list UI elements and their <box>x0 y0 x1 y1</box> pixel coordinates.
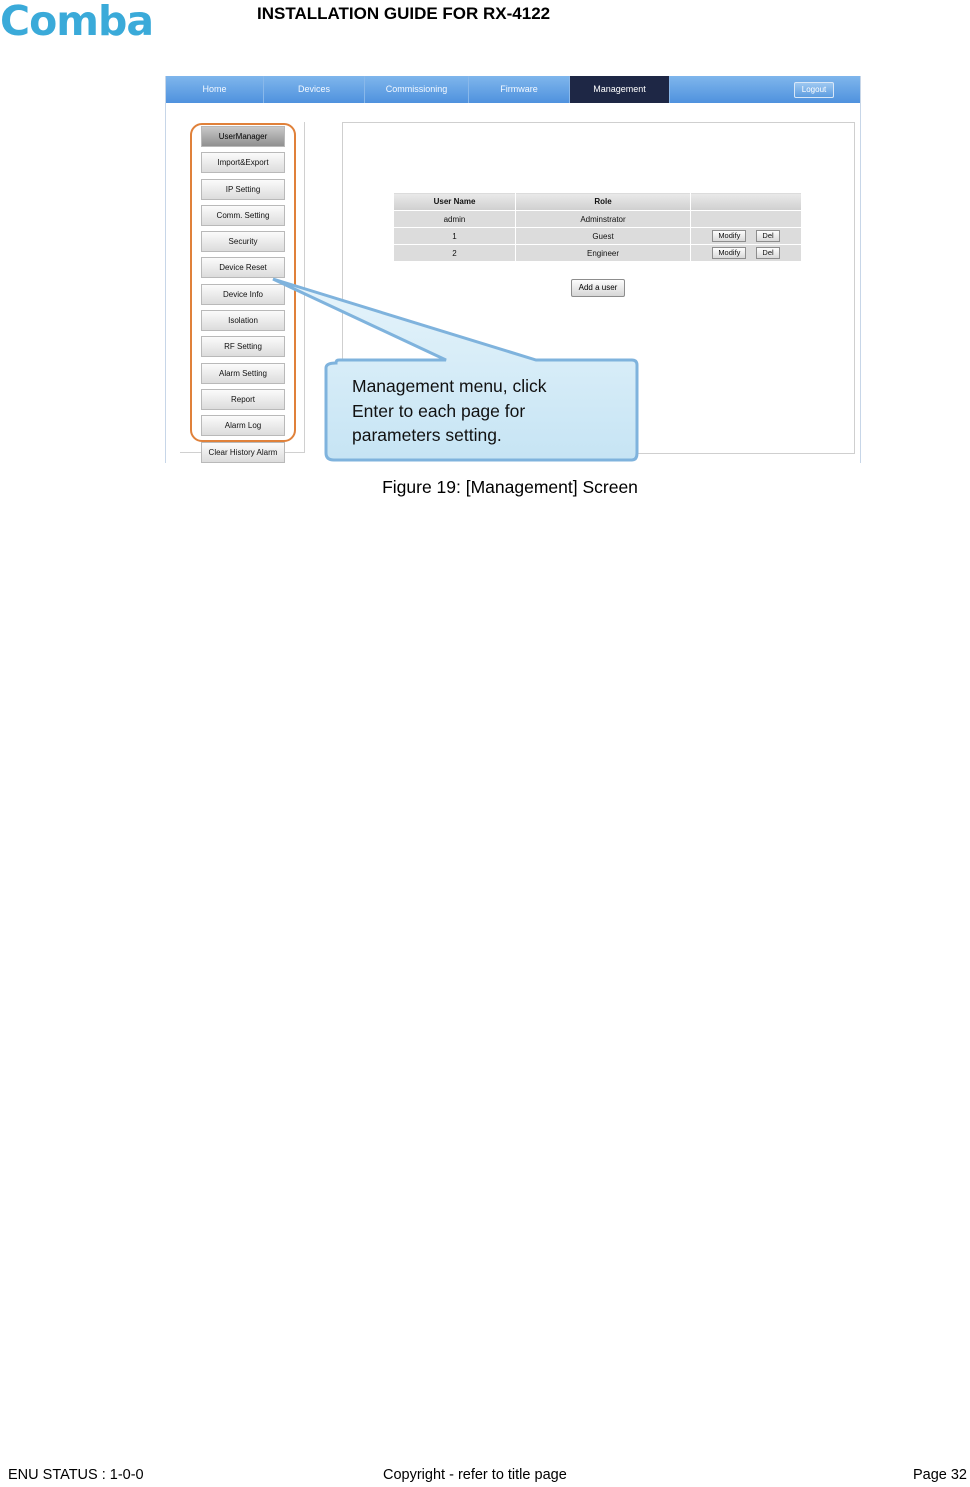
menu-device-info[interactable]: Device Info <box>201 284 285 305</box>
footer-page-number: Page 32 <box>912 1467 967 1483</box>
management-screenshot <box>165 76 861 463</box>
figure-caption: Figure 19: [Management] Screen <box>382 477 638 497</box>
comba-logo: Comba <box>0 0 153 45</box>
footer-copyright: Copyright - refer to title page <box>383 1467 567 1483</box>
cell-user-name: admin <box>394 211 516 228</box>
delete-button[interactable]: Del <box>756 230 779 242</box>
cell-user-name: 1 <box>394 228 516 245</box>
modify-button[interactable]: Modify <box>712 230 746 242</box>
callout-line: Management menu, click <box>352 376 547 396</box>
callout-line: Enter to each page for <box>352 400 526 421</box>
logout-button[interactable]: Logout <box>794 82 834 98</box>
cell-role: Engineer <box>516 245 691 262</box>
cell-user-name: 2 <box>394 245 516 262</box>
menu-ip-setting[interactable]: IP Setting <box>201 179 285 200</box>
delete-button[interactable]: Del <box>756 247 779 259</box>
menu-security[interactable]: Security <box>201 231 285 252</box>
menu-report[interactable]: Report <box>201 389 285 410</box>
tab-firmware[interactable]: Firmware <box>469 76 570 103</box>
menu-import-export[interactable]: Import&Export <box>201 152 285 173</box>
tab-home[interactable]: Home <box>166 76 264 103</box>
menu-user-manager[interactable]: UserManager <box>201 126 285 147</box>
menu-alarm-log[interactable]: Alarm Log <box>201 415 285 436</box>
menu-comm-setting[interactable]: Comm. Setting <box>201 205 285 226</box>
tab-commissioning[interactable]: Commissioning <box>365 76 469 103</box>
menu-isolation[interactable]: Isolation <box>201 310 285 331</box>
header-user-name: User Name <box>394 193 516 211</box>
menu-clear-history-alarm[interactable]: Clear History Alarm <box>201 442 285 463</box>
tab-devices[interactable]: Devices <box>264 76 365 103</box>
footer-status: ENU STATUS : 1-0-0 <box>8 1467 144 1483</box>
menu-rf-setting[interactable]: RF Setting <box>201 336 285 357</box>
cell-role: Adminstrator <box>516 211 691 228</box>
modify-button[interactable]: Modify <box>712 247 746 259</box>
header-role: Role <box>516 193 691 211</box>
tab-management[interactable]: Management <box>570 76 670 103</box>
callout-text <box>352 374 622 448</box>
menu-alarm-setting[interactable]: Alarm Setting <box>201 363 285 384</box>
callout-line: parameters setting. <box>352 425 502 445</box>
add-user-button[interactable]: Add a user <box>571 279 625 297</box>
document-title: INSTALLATION GUIDE FOR RX-4122 <box>257 4 551 23</box>
cell-role: Guest <box>516 228 691 245</box>
menu-device-reset[interactable]: Device Reset <box>201 257 285 278</box>
